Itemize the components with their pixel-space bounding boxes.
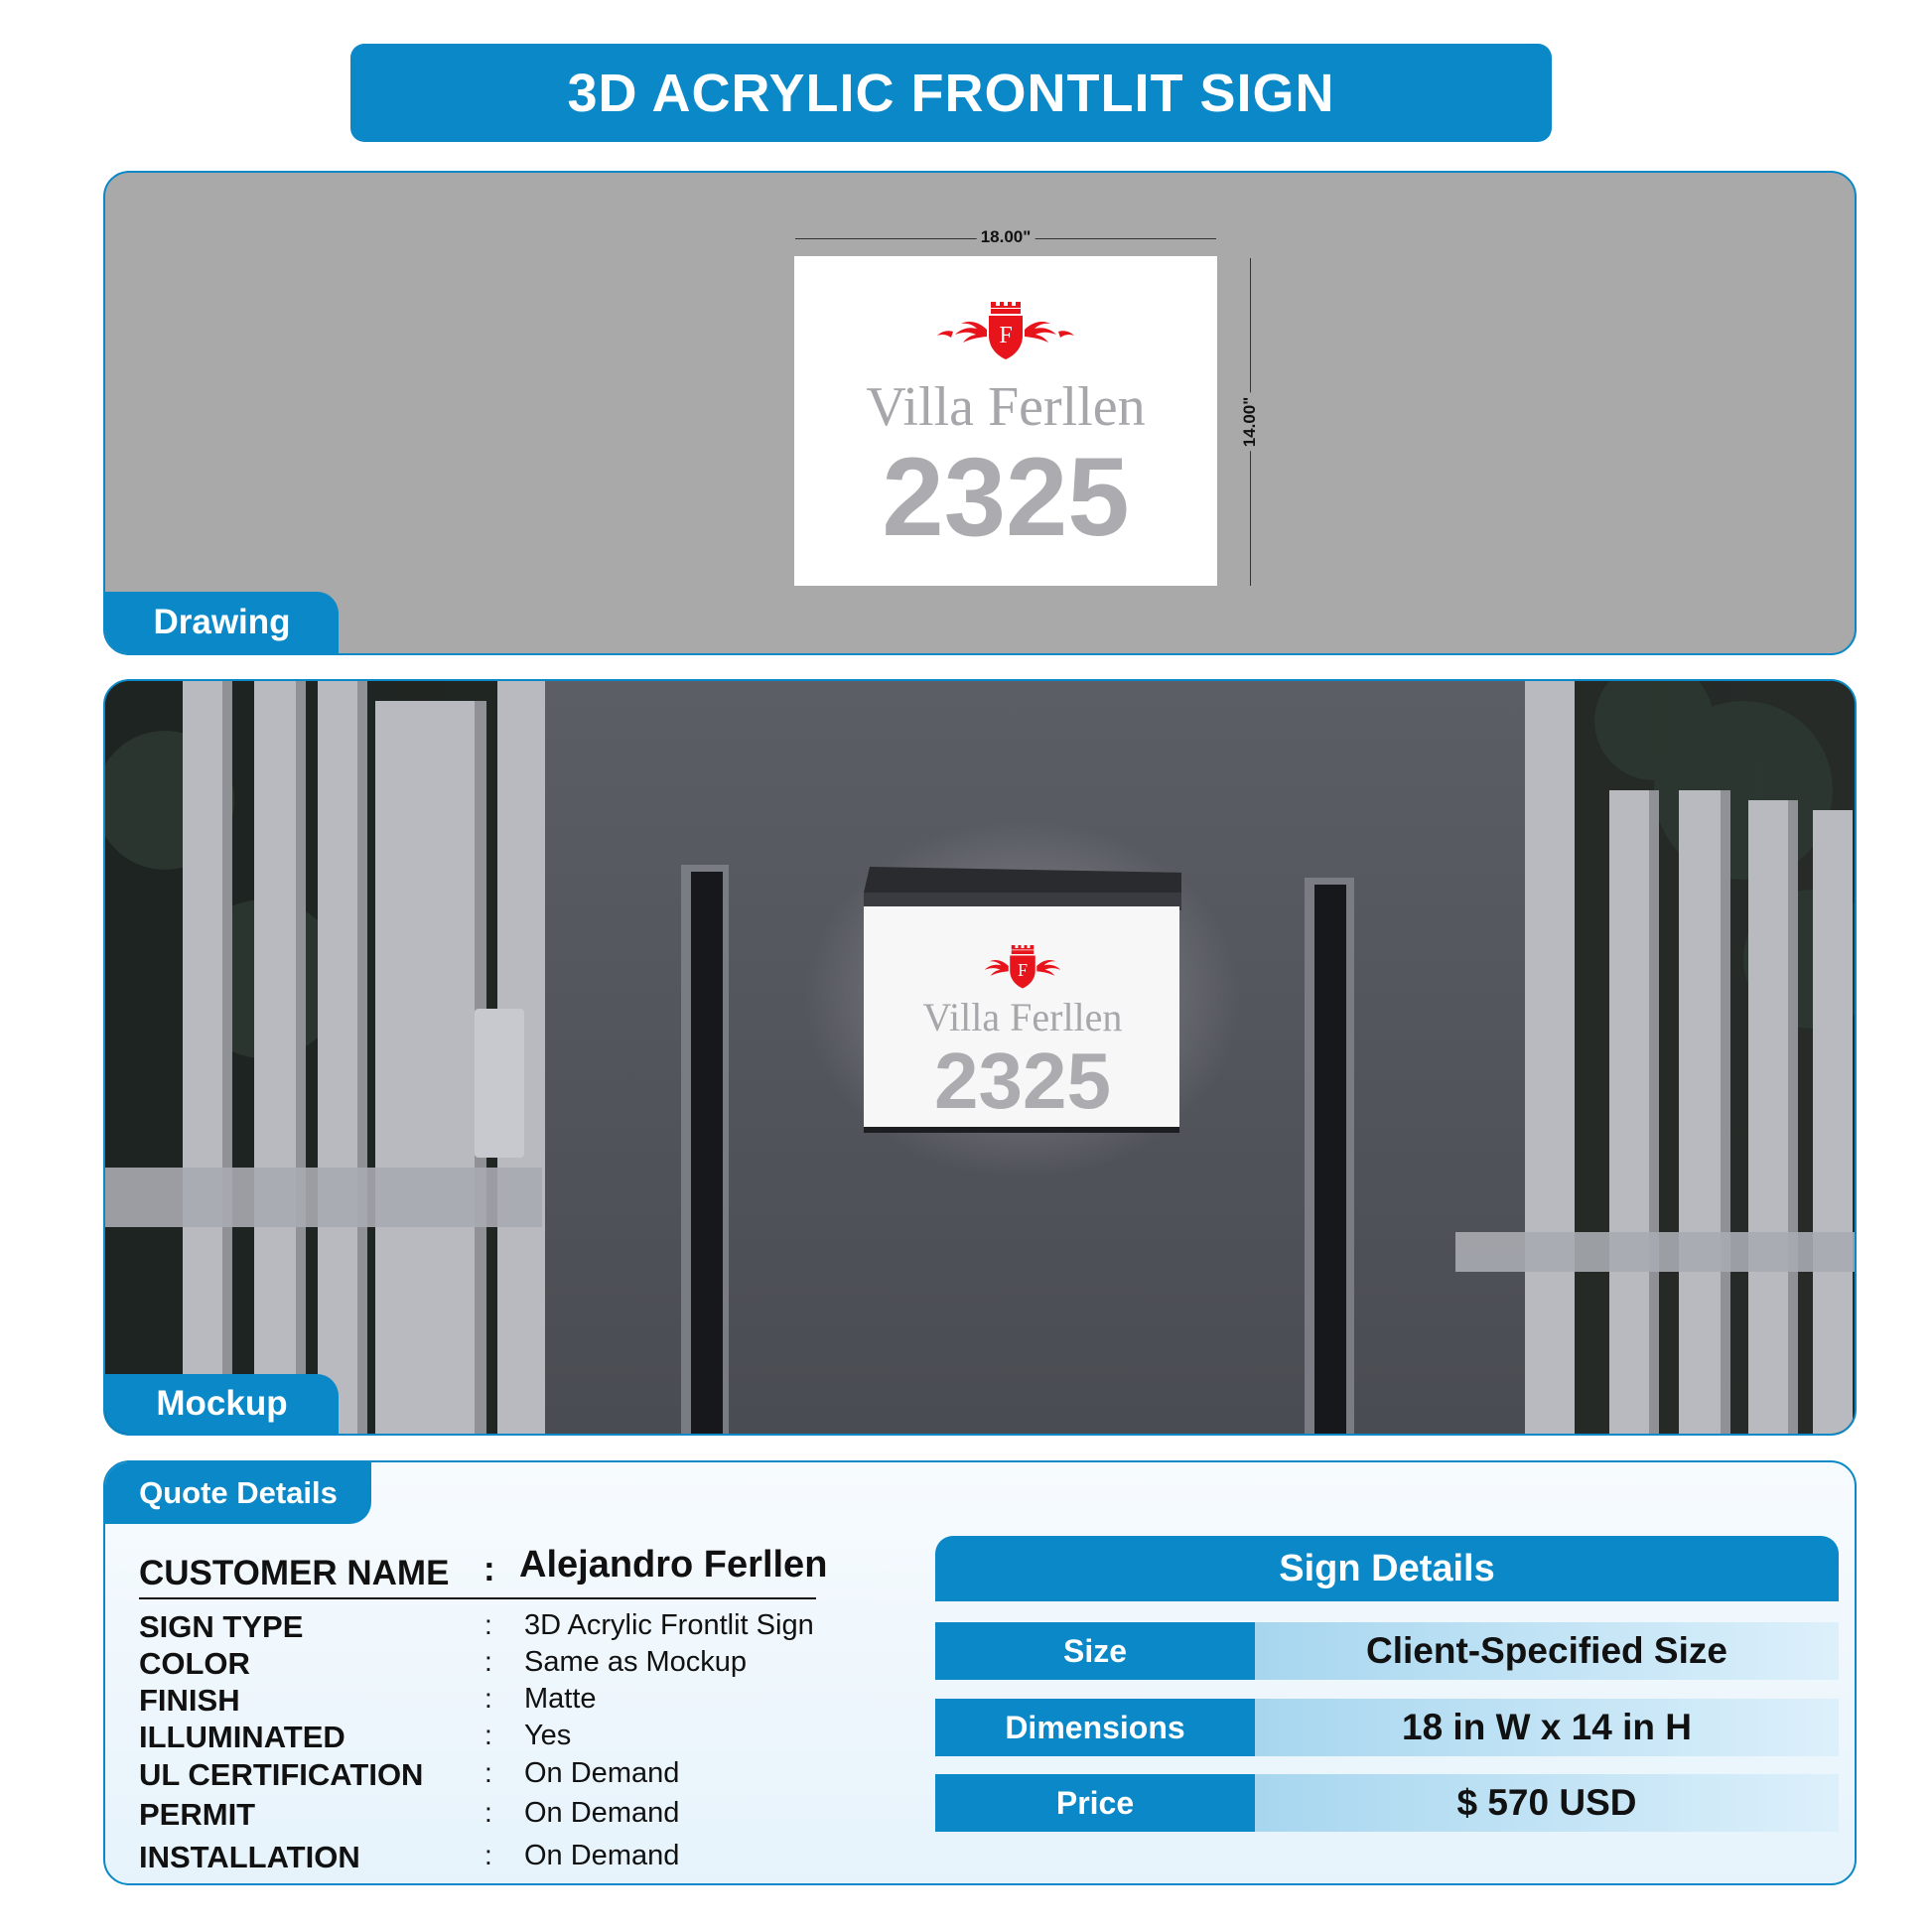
- spec-label: FINISH: [139, 1683, 240, 1718]
- crest-logo-icon: [933, 298, 1078, 361]
- quote-details-tab: Quote Details: [105, 1462, 371, 1524]
- spec-colon: :: [484, 1609, 492, 1640]
- mockup-sign: [864, 867, 1181, 1133]
- customer-name-colon: :: [483, 1550, 495, 1588]
- spec-row-installation: [139, 1840, 834, 1877]
- spec-label: PERMIT: [139, 1797, 256, 1832]
- spec-value: 3D Acrylic Frontlit Sign: [524, 1609, 814, 1641]
- sign-details-row-price: [935, 1774, 1839, 1832]
- spec-label: INSTALLATION: [139, 1840, 360, 1874]
- crest-letter: F: [999, 323, 1013, 348]
- customer-name-value: Alejandro Ferllen: [519, 1544, 828, 1586]
- sign-details-value: Client-Specified Size: [1255, 1622, 1839, 1680]
- sign-drawing: [794, 256, 1217, 586]
- page-title: 3D ACRYLIC FRONTLIT SIGN: [350, 44, 1552, 142]
- spec-row-ul-certification: [139, 1757, 834, 1795]
- spec-value: Same as Mockup: [524, 1646, 748, 1678]
- spec-colon: :: [484, 1797, 492, 1828]
- spec-label: UL CERTIFICATION: [139, 1757, 424, 1792]
- mockup-sign-name: Villa Ferllen: [922, 995, 1123, 1039]
- spec-value: Matte: [524, 1683, 597, 1715]
- customer-underline: [139, 1597, 816, 1599]
- mockup-crest-icon: [968, 942, 1077, 990]
- spec-row-illuminated: [139, 1720, 834, 1757]
- mockup-sign-number: 2325: [934, 1036, 1111, 1125]
- sign-details-label: Price: [935, 1774, 1255, 1832]
- drawing-panel: [103, 171, 1857, 655]
- sign-details-value: $ 570 USD: [1255, 1774, 1839, 1832]
- spec-value: Yes: [524, 1720, 572, 1751]
- customer-name-label: CUSTOMER NAME: [139, 1554, 450, 1592]
- sign-number: 2325: [882, 435, 1130, 559]
- spec-colon: :: [484, 1757, 492, 1788]
- height-dimension-label: 14.00": [1240, 393, 1260, 452]
- drawing-tab: Drawing: [105, 592, 339, 653]
- spec-row-finish: [139, 1683, 834, 1721]
- width-dimension: [795, 228, 1216, 248]
- mockup-tab: Mockup: [105, 1374, 339, 1434]
- sign-details-row-size: [935, 1622, 1839, 1680]
- width-dimension-label: 18.00": [977, 227, 1035, 247]
- quote-panel: [103, 1460, 1857, 1885]
- sign-details-header: Sign Details: [935, 1536, 1839, 1601]
- mockup-crest-letter: F: [1017, 959, 1029, 980]
- spec-colon: :: [484, 1646, 492, 1677]
- sign-details-label: Size: [935, 1622, 1255, 1680]
- height-dimension: [1240, 258, 1260, 586]
- spec-label: SIGN TYPE: [139, 1609, 304, 1644]
- spec-colon: :: [484, 1840, 492, 1870]
- spec-label: ILLUMINATED: [139, 1720, 345, 1754]
- spec-value: On Demand: [524, 1840, 680, 1871]
- spec-row-sign-type: [139, 1609, 834, 1647]
- spec-label: COLOR: [139, 1646, 250, 1681]
- sign-details-value: 18 in W x 14 in H: [1255, 1699, 1839, 1756]
- spec-value: On Demand: [524, 1797, 680, 1829]
- sign-name: Villa Ferllen: [866, 376, 1146, 438]
- spec-row-permit: [139, 1797, 834, 1835]
- mockup-panel: [103, 679, 1857, 1436]
- spec-colon: :: [484, 1720, 492, 1750]
- sign-details-row-dimensions: [935, 1699, 1839, 1756]
- spec-value: On Demand: [524, 1757, 680, 1789]
- spec-colon: :: [484, 1683, 492, 1714]
- sign-details-label: Dimensions: [935, 1699, 1255, 1756]
- spec-row-color: [139, 1646, 834, 1684]
